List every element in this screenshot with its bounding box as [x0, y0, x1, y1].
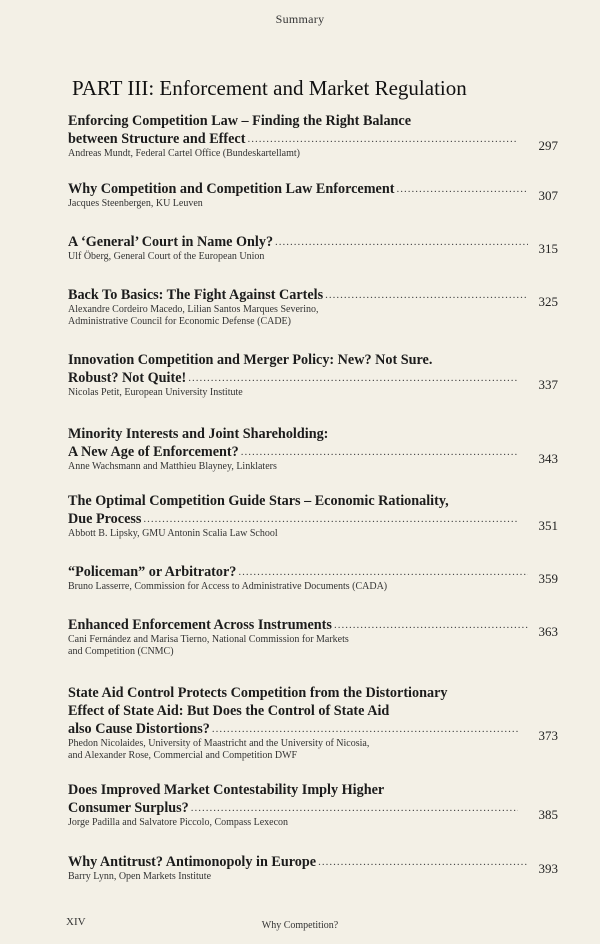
- dot-leader: [191, 799, 518, 817]
- entry-title-text: Does Improved Market Contestability Imply Higher: [68, 782, 385, 798]
- entry-title-line: [68, 443, 518, 461]
- entry-title-line: [68, 702, 518, 720]
- entry-title-line: [68, 510, 518, 528]
- entry-page-number: 359: [538, 571, 558, 586]
- entry-author: Cani Fernández and Marisa Tierno, National Commission for Markets: [68, 634, 349, 645]
- toc-entry[interactable]: [68, 616, 558, 658]
- entry-author: Anne Wachsmann and Matthieu Blayney, Linklaters: [68, 461, 277, 472]
- book-title-footer: Why Competition?: [261, 920, 339, 931]
- entry-title-text: Why Competition and Competition Law Enforcement: [68, 181, 395, 197]
- dot-leader: [318, 853, 528, 871]
- toc-entry[interactable]: [68, 233, 558, 263]
- entry-author: Barry Lynn, Open Markets Institute: [68, 871, 212, 882]
- entry-title-text: A ‘General’ Court in Name Only?: [68, 234, 274, 250]
- dot-leader: [247, 130, 518, 148]
- toc-entry[interactable]: [68, 781, 558, 829]
- entry-page-number: 385: [538, 807, 558, 822]
- page-number-roman: XIV: [66, 916, 86, 928]
- entry-title-text: Why Antitrust? Antimonopoly in Europe: [68, 854, 317, 870]
- toc-entry[interactable]: [68, 492, 558, 540]
- entry-title-text: “Policeman” or Arbitrator?: [68, 564, 237, 580]
- entry-page-number: 373: [538, 728, 558, 743]
- toc-entry[interactable]: [68, 112, 558, 160]
- entry-title-line: [68, 180, 528, 198]
- entry-title-text: Back To Basics: The Fight Against Cartels: [68, 287, 324, 303]
- entry-title-text: A New Age of Enforcement?: [68, 444, 239, 460]
- entry-page-number: 393: [538, 861, 558, 876]
- entry-author: Bruno Lasserre, Commission for Access to Administrative Documents (CADA): [68, 581, 388, 592]
- entry-title-line: [68, 684, 528, 702]
- entry-page-number: 315: [538, 241, 558, 256]
- entry-author: Nicolas Petit, European University Institute: [68, 387, 243, 398]
- toc-entry[interactable]: [68, 180, 558, 210]
- entry-page-number: 307: [538, 188, 558, 203]
- running-head: Summary: [275, 12, 325, 26]
- entry-title-line: [68, 130, 518, 148]
- entry-title-line: [68, 799, 518, 817]
- entry-page-number: 363: [538, 624, 558, 639]
- entry-title-text: The Optimal Competition Guide Stars – Economic Rationality,: [68, 493, 449, 509]
- toc-entry[interactable]: [68, 286, 558, 328]
- toc-entry[interactable]: [68, 563, 558, 593]
- entry-title-line: [68, 351, 528, 369]
- entry-title-line: [68, 369, 518, 387]
- entry-page-number: 297: [538, 138, 558, 153]
- entry-author: and Alexander Rose, Commercial and Competition DWF: [68, 750, 298, 761]
- dot-leader: [275, 233, 528, 251]
- entry-title-text: Enforcing Competition Law – Finding the Right Balance: [68, 113, 412, 129]
- entry-author: and Competition (CNMC): [68, 646, 174, 657]
- entry-title-line: [68, 286, 528, 304]
- entry-title-text: Consumer Surplus?: [68, 800, 189, 816]
- entry-page-number: 325: [538, 294, 558, 309]
- entry-author: Jacques Steenbergen, KU Leuven: [68, 198, 203, 209]
- dot-leader: [325, 286, 528, 304]
- dot-leader: [396, 180, 528, 198]
- entry-title-text: Due Process: [68, 511, 142, 527]
- entry-page-number: 343: [538, 451, 558, 466]
- entry-title-line: [68, 233, 528, 251]
- entry-title-text: Robust? Not Quite!: [68, 370, 187, 386]
- entry-title-text: also Cause Distortions?: [68, 721, 210, 737]
- toc-entry[interactable]: [68, 853, 558, 883]
- entry-title-line: [68, 563, 528, 581]
- entry-title-line: [68, 492, 528, 510]
- dot-leader: [212, 720, 518, 738]
- entry-title-text: Enhanced Enforcement Across Instruments: [68, 617, 332, 633]
- entry-title-text: between Structure and Effect: [68, 131, 246, 147]
- entry-title-text: State Aid Control Protects Competition from the Distortionary: [68, 685, 448, 701]
- dot-leader: [334, 616, 528, 634]
- entry-title-line: [68, 781, 528, 799]
- entry-author: Jorge Padilla and Salvatore Piccolo, Compass Lexecon: [68, 817, 289, 828]
- entry-author: Ulf Öberg, General Court of the European Union: [68, 251, 265, 262]
- entry-title-line: [68, 112, 528, 130]
- entry-author: Administrative Council for Economic Defense (CADE): [68, 316, 291, 327]
- entry-title-line: [68, 720, 518, 738]
- entry-author: Alexandre Cordeiro Macedo, Lilian Santos Marques Severino,: [68, 304, 319, 315]
- entry-title-line: [68, 616, 528, 634]
- entry-author: Phedon Nicolaides, University of Maastricht and the University of Nicosia,: [68, 738, 370, 749]
- entry-page-number: 351: [538, 518, 558, 533]
- entry-title-line: [68, 425, 528, 443]
- dot-leader: [143, 510, 518, 528]
- entry-title-line: [68, 853, 528, 871]
- entry-title-text: Innovation Competition and Merger Policy: New? Not Sure.: [68, 352, 433, 368]
- dot-leader: [238, 563, 528, 581]
- dot-leader: [188, 369, 518, 387]
- entry-page-number: 337: [538, 377, 558, 392]
- part-title: PART III: Enforcement and Market Regulation: [72, 76, 467, 100]
- entry-title-text: Minority Interests and Joint Shareholding:: [68, 426, 329, 442]
- toc-entry[interactable]: [68, 351, 558, 399]
- dot-leader: [241, 443, 518, 461]
- entry-author: Andreas Mundt, Federal Cartel Office (Bundeskartellamt): [68, 148, 300, 159]
- toc-entry[interactable]: [68, 684, 558, 762]
- entry-author: Abbott B. Lipsky, GMU Antonin Scalia Law School: [68, 528, 278, 539]
- toc-entry[interactable]: [68, 425, 558, 473]
- entry-title-text: Effect of State Aid: But Does the Control of State Aid: [68, 703, 390, 719]
